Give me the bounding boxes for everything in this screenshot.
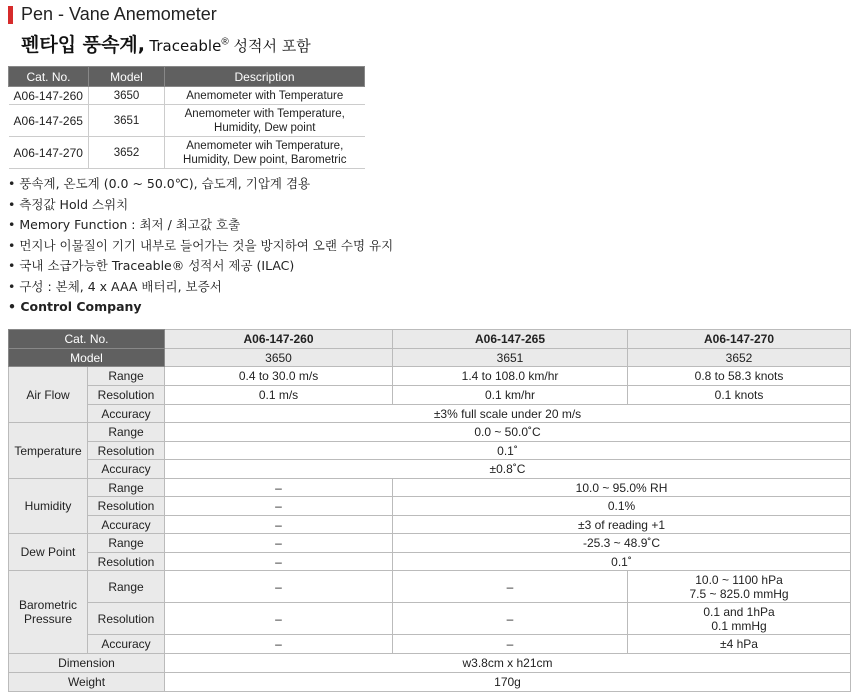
spec-value-cell: w3.8cm x h21cm [165,654,851,673]
spec-row [9,635,851,654]
spec-table [8,329,851,692]
param-range: Range [88,423,165,442]
cat-no-cell: A06-147-260 [9,87,89,105]
spec-row [9,603,851,635]
header-description: Description [165,67,365,87]
model-cell: 3652 [89,137,165,169]
table-row [9,137,365,169]
group-label-line: Barometric [18,598,77,612]
spec-value-cell: – [165,534,393,553]
spec-value-cell: – [165,553,393,571]
param-accuracy: Accuracy [88,460,165,479]
spec-row [9,654,851,673]
param-resolution: Resolution [88,553,165,571]
spec-value-cell: 0.8 to 58.3 knots [628,367,851,386]
page-title-korean [21,30,311,57]
spec-value-cell: -25.3 ~ 48.9˚C [393,534,851,553]
feature-item: • 먼지나 이물질이 기기 내부로 들어가는 것을 방지하여 오랜 수명 유지 [8,237,394,253]
spec-value-cell [628,603,851,635]
spec-row [9,405,851,423]
group-barometric-pressure [9,571,88,654]
spec-row [9,460,851,479]
spec-value-cell: 0.1 km/hr [393,386,628,405]
spec-row [9,479,851,497]
spec-value-cell: ±3% full scale under 20 m/s [165,405,851,423]
param-resolution: Resolution [88,386,165,405]
param-range: Range [88,571,165,603]
param-accuracy: Accuracy [88,405,165,423]
param-resolution: Resolution [88,603,165,635]
registered-mark: ® [221,36,229,48]
spec-model-cell: 3652 [628,349,851,367]
group-dew-point: Dew Point [9,534,88,571]
spec-row [9,673,851,692]
subtitle-traceable: Traceable [149,37,222,55]
feature-item: • 풍속계, 온도계 (0.0 ~ 50.0℃), 습도계, 기압계 겸용 [8,176,311,191]
spec-row [9,571,851,603]
model-cell: 3650 [89,87,165,105]
table-row [9,105,365,137]
table-row [9,87,365,105]
spec-cat-cell: A06-147-260 [165,330,393,349]
spec-value-cell: ±3 of reading +1 [393,516,851,534]
page-title-english: Pen - Vane Anemometer [21,4,217,24]
param-accuracy: Accuracy [88,516,165,534]
spec-model-row [9,349,851,367]
param-range: Range [88,534,165,553]
spec-value-cell: ±4 hPa [628,635,851,654]
spec-row [9,553,851,571]
spec-value-cell: – [393,571,628,603]
spec-value-cell: 0.1 knots [628,386,851,405]
param-accuracy: Accuracy [88,635,165,654]
spec-model-cell: 3651 [393,349,628,367]
param-resolution: Resolution [88,497,165,516]
spec-value-cell: – [393,603,628,635]
value-line: 0.1 and 1hPa [703,604,775,619]
label-weight: Weight [9,673,165,692]
feature-item: • 구성 : 본체, 4 x AAA 배터리, 보증서 [8,278,222,294]
cat-no-cell: A06-147-270 [9,137,89,169]
spec-cat-cell: A06-147-270 [628,330,851,349]
description-cell [165,105,365,137]
description-line: Humidity, Dew point, Barometric [183,153,347,166]
cat-no-cell: A06-147-265 [9,105,89,137]
param-resolution: Resolution [88,442,165,460]
spec-model-cell: 3650 [165,349,393,367]
spec-value-cell: 170g [165,673,851,692]
feature-item: • Memory Function : 최저 / 최고값 호출 [8,217,241,232]
spec-value-cell: 0.1% [393,497,851,516]
label-dimension: Dimension [9,654,165,673]
group-airflow: Air Flow [9,367,88,423]
spec-header-row [9,330,851,349]
spec-header-cat-no: Cat. No. [9,330,165,349]
group-label-line: Pressure [23,612,73,626]
spec-value-cell: – [165,635,393,654]
spec-row [9,534,851,553]
spec-value-cell: – [165,516,393,534]
spec-value-cell: 0.1 m/s [165,386,393,405]
spec-value-cell: ±0.8˚C [165,460,851,479]
value-line: 10.0 ~ 1100 hPa [695,572,783,587]
group-humidity: Humidity [9,479,88,534]
header-model: Model [89,67,165,87]
param-range: Range [88,479,165,497]
description-line: Humidity, Dew point [214,121,316,134]
spec-value-cell: – [165,603,393,635]
spec-row [9,516,851,534]
spec-header-model: Model [9,349,165,367]
value-line: 0.1 mmHg [711,618,767,633]
spec-value-cell: 0.1˚ [165,442,851,460]
description-line: Anemometer with Temperature [186,89,344,102]
spec-row [9,423,851,442]
spec-value-cell: 10.0 ~ 95.0% RH [393,479,851,497]
param-range: Range [88,367,165,386]
spec-value-cell [628,571,851,603]
spec-value-cell: 1.4 to 108.0 km/hr [393,367,628,386]
header-cat-no: Cat. No. [9,67,89,87]
spec-row [9,497,851,516]
accent-bar [8,6,13,24]
spec-row [9,367,851,386]
spec-value-cell: – [393,635,628,654]
feature-item-manufacturer: • Control Company [8,299,142,314]
description-cell [165,137,365,169]
feature-item: • 측정값 Hold 스위치 [8,196,129,212]
spec-value-cell: 0.1˚ [393,553,851,571]
spec-value-cell: – [165,497,393,516]
feature-list [8,174,393,318]
feature-item: • 국내 소급가능한 Traceable® 성적서 제공 (ILAC) [8,258,295,273]
spec-row [9,386,851,405]
subtitle-certificate: 성적서 포함 [228,37,311,55]
spec-row [9,442,851,460]
model-cell: 3651 [89,105,165,137]
model-table [8,66,365,169]
value-line: 7.5 ~ 825.0 mmHg [689,586,789,601]
description-cell [165,87,365,105]
group-temperature: Temperature [9,423,88,479]
spec-value-cell: – [165,479,393,497]
spec-cat-cell: A06-147-265 [393,330,628,349]
spec-value-cell: – [165,571,393,603]
spec-value-cell: 0.0 ~ 50.0˚C [165,423,851,442]
description-line: Anemometer with Temperature, [184,107,345,120]
description-line: Anemometer wih Temperature, [186,139,344,152]
model-table-header [9,67,365,87]
title-korean-text: 펜타입 풍속계, [21,34,145,56]
spec-value-cell: 0.4 to 30.0 m/s [165,367,393,386]
